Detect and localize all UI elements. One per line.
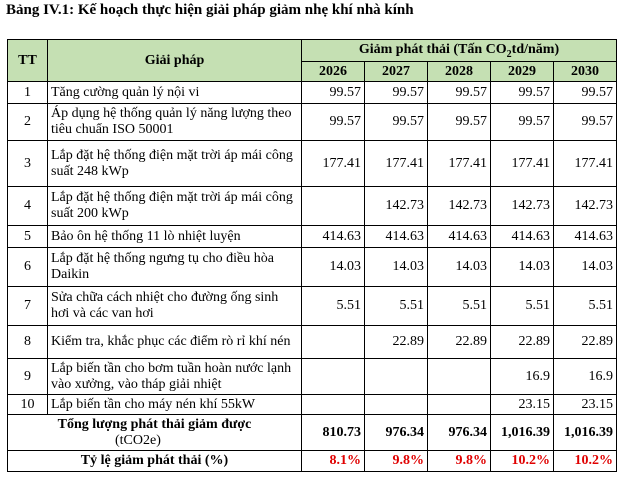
row-value: 142.73 [554, 187, 617, 226]
total-value: 976.34 [428, 415, 491, 451]
row-solution: Lắp biến tần cho máy nén khí 55kW [48, 395, 302, 415]
row-value: 177.41 [491, 141, 554, 187]
row-value: 16.9 [554, 359, 617, 395]
row-value: 14.03 [554, 248, 617, 287]
row-value: 5.51 [428, 287, 491, 326]
row-value: 142.73 [428, 187, 491, 226]
table-row [8, 187, 617, 226]
row-value: 177.41 [365, 141, 428, 187]
row-value: 414.63 [365, 226, 428, 248]
row-tt: 8 [8, 326, 48, 359]
emission-reduction-table [7, 39, 617, 472]
row-value: 99.57 [428, 82, 491, 104]
header-reduction-pre: Giảm phát thải (Tấn CO [358, 41, 507, 57]
row-value [302, 187, 365, 226]
header-reduction [302, 40, 617, 62]
row-solution: Lắp đặt hệ thống ngưng tụ cho điều hòa Daikin [48, 248, 302, 287]
header-tt: TT [8, 40, 48, 82]
row-tt: 5 [8, 226, 48, 248]
row-value [365, 359, 428, 395]
rate-value: 9.8% [428, 451, 491, 472]
row-value: 5.51 [302, 287, 365, 326]
row-value: 14.03 [302, 248, 365, 287]
row-tt: 7 [8, 287, 48, 326]
total-label-line1: Tổng lượng phát thải giảm được [57, 416, 252, 432]
row-tt: 4 [8, 187, 48, 226]
row-tt: 10 [8, 395, 48, 415]
row-tt: 9 [8, 359, 48, 395]
row-solution: Lắp đặt hệ thống điện mặt trời áp mái công suất 248 kWp [48, 141, 302, 187]
row-value: 22.89 [365, 326, 428, 359]
row-value: 99.57 [365, 104, 428, 141]
row-value: 23.15 [554, 395, 617, 415]
row-value: 99.57 [302, 104, 365, 141]
row-value: 142.73 [365, 187, 428, 226]
row-value [302, 395, 365, 415]
row-value: 177.41 [428, 141, 491, 187]
row-value [302, 359, 365, 395]
table-row [8, 395, 617, 415]
row-value: 177.41 [302, 141, 365, 187]
rate-row [8, 451, 617, 472]
header-year: 2026 [302, 62, 365, 82]
rate-value: 10.2% [554, 451, 617, 472]
table-row [8, 141, 617, 187]
row-value: 142.73 [491, 187, 554, 226]
row-value: 99.57 [428, 104, 491, 141]
row-value: 5.51 [491, 287, 554, 326]
header-year: 2030 [554, 62, 617, 82]
table-caption: Bảng IV.1: Kế hoạch thực hiện giải pháp giảm nhẹ khí nhà kính [6, 2, 414, 18]
row-tt: 1 [8, 82, 48, 104]
row-tt: 2 [8, 104, 48, 141]
row-value: 5.51 [554, 287, 617, 326]
row-value: 14.03 [365, 248, 428, 287]
total-label-line2: (tCO2e) [115, 432, 161, 448]
row-value: 22.89 [491, 326, 554, 359]
row-value: 22.89 [554, 326, 617, 359]
row-solution: Bảo ôn hệ thống 11 lò nhiệt luyện [48, 226, 302, 248]
row-value: 99.57 [491, 104, 554, 141]
row-tt: 6 [8, 248, 48, 287]
header-year: 2028 [428, 62, 491, 82]
rate-value: 9.8% [365, 451, 428, 472]
row-solution: Lắp đặt hệ thống điện mặt trời áp mái công suất 200 kWp [48, 187, 302, 226]
row-value: 414.63 [554, 226, 617, 248]
row-value: 99.57 [554, 82, 617, 104]
header-reduction-post: td/năm) [511, 41, 560, 57]
row-solution: Kiểm tra, khắc phục các điểm rò rỉ khí nén [48, 326, 302, 359]
row-value: 99.57 [554, 104, 617, 141]
table-row [8, 82, 617, 104]
row-value: 22.89 [428, 326, 491, 359]
header-year: 2027 [365, 62, 428, 82]
row-value: 14.03 [428, 248, 491, 287]
rate-value: 8.1% [302, 451, 365, 472]
row-value [302, 326, 365, 359]
row-value [428, 359, 491, 395]
row-value [428, 395, 491, 415]
row-value: 16.9 [491, 359, 554, 395]
header-reduction-sub: 2 [506, 48, 512, 60]
total-row [8, 415, 617, 451]
row-value [365, 395, 428, 415]
row-value: 99.57 [491, 82, 554, 104]
row-value: 5.51 [365, 287, 428, 326]
header-year: 2029 [491, 62, 554, 82]
row-value: 99.57 [365, 82, 428, 104]
header-solution: Giải pháp [48, 40, 302, 82]
total-value: 976.34 [365, 415, 428, 451]
row-value: 23.15 [491, 395, 554, 415]
total-label [8, 415, 302, 451]
table-row [8, 248, 617, 287]
table-row [8, 104, 617, 141]
rate-label: Tỷ lệ giảm phát thải (%) [8, 451, 302, 472]
table-row [8, 226, 617, 248]
row-value: 414.63 [491, 226, 554, 248]
row-value: 414.63 [428, 226, 491, 248]
rate-value: 10.2% [491, 451, 554, 472]
row-value: 99.57 [302, 82, 365, 104]
table-row [8, 359, 617, 395]
header-row [8, 40, 617, 62]
table-row [8, 326, 617, 359]
row-value: 177.41 [554, 141, 617, 187]
row-tt: 3 [8, 141, 48, 187]
row-solution: Lắp biến tần cho bơm tuần hoàn nước lạnh vào xưởng, vào tháp giải nhiệt [48, 359, 302, 395]
total-value: 810.73 [302, 415, 365, 451]
row-solution: Áp dụng hệ thống quản lý năng lượng theo tiêu chuẩn ISO 50001 [48, 104, 302, 141]
row-value: 14.03 [491, 248, 554, 287]
total-value: 1,016.39 [554, 415, 617, 451]
total-value: 1,016.39 [491, 415, 554, 451]
table-row [8, 287, 617, 326]
row-solution: Sửa chữa cách nhiệt cho đường ống sinh hơi và các van hơi [48, 287, 302, 326]
row-value: 414.63 [302, 226, 365, 248]
row-solution: Tăng cường quản lý nội vi [48, 82, 302, 104]
